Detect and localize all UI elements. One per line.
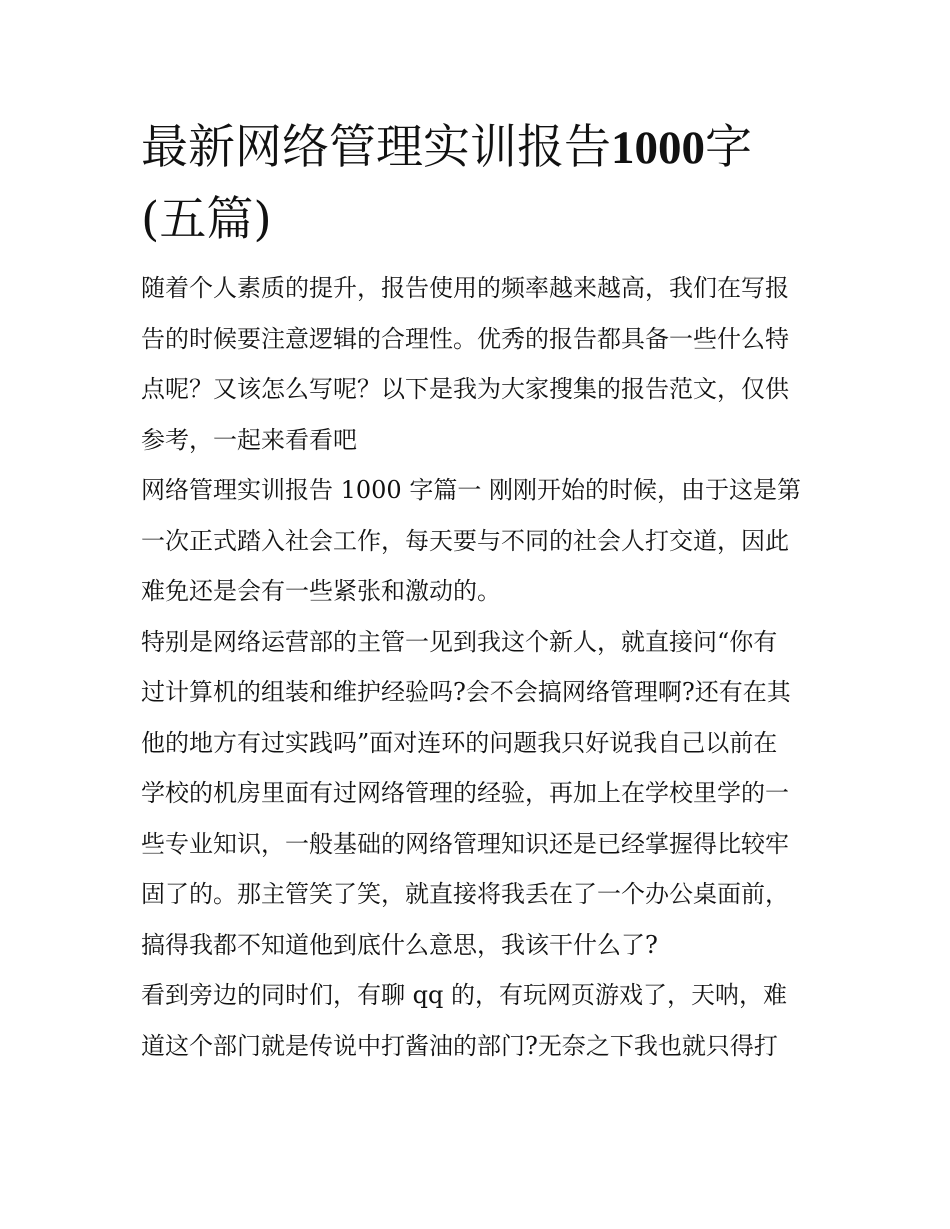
paragraph-colleagues	[141, 970, 813, 1071]
paragraph-part-one	[141, 465, 813, 617]
text-line: 告的时候要注意逻辑的合理性。优秀的报告都具备一些什么特	[141, 324, 789, 353]
text-line: 搞得我都不知道他到底什么意思，我该干什么了?	[141, 930, 658, 959]
text-line: 他的地方有过实践吗”面对连环的问题我只好说我自己以前在	[141, 728, 778, 757]
text-line: 参考，一起来看看吧	[141, 425, 357, 454]
text-line: 看到旁边的同时们，有聊 qq 的，有玩网页游戏了，天呐，难	[141, 981, 787, 1009]
title-line-1	[141, 112, 813, 184]
document-title	[141, 112, 813, 255]
title-prefix: 最新网络管理实训报告	[141, 120, 611, 175]
text-line: 些专业知识，一般基础的网络管理知识还是已经掌握得比较牢	[141, 829, 789, 858]
text-line: 特别是网络运营部的主管一见到我这个新人，就直接问“你有	[141, 627, 778, 656]
text-line: 难免还是会有一些紧张和激动的。	[141, 577, 501, 605]
document-body	[141, 112, 813, 1071]
text-line: 过计算机的组装和维护经验吗?会不会搞网络管理啊?还有在其	[141, 678, 791, 706]
text-line: 道这个部门就是传说中打酱油的部门?无奈之下我也就只得打	[141, 1031, 778, 1060]
text-line: 随着个人素质的提升，报告使用的频率越来越高，我们在写报	[141, 274, 789, 302]
title-line-2: (五篇)	[141, 192, 272, 247]
text-line: 固了的。那主管笑了笑，就直接将我丢在了一个办公桌面前，	[141, 880, 789, 908]
paragraph-intro	[141, 263, 813, 465]
text-line: 点呢？又该怎么写呢？以下是我为大家搜集的报告范文，仅供	[141, 375, 789, 403]
paragraph-supervisor	[141, 617, 813, 971]
text-line: 学校的机房里面有过网络管理的经验，再加上在学校里学的一	[141, 779, 789, 807]
text-line: 一次正式踏入社会工作，每天要与不同的社会人打交道，因此	[141, 526, 789, 555]
text-line: 网络管理实训报告 1000 字篇一 刚刚开始的时候，由于这是第	[141, 476, 801, 504]
title-suffix: 字	[705, 120, 752, 175]
title-number: 1000	[611, 122, 705, 174]
